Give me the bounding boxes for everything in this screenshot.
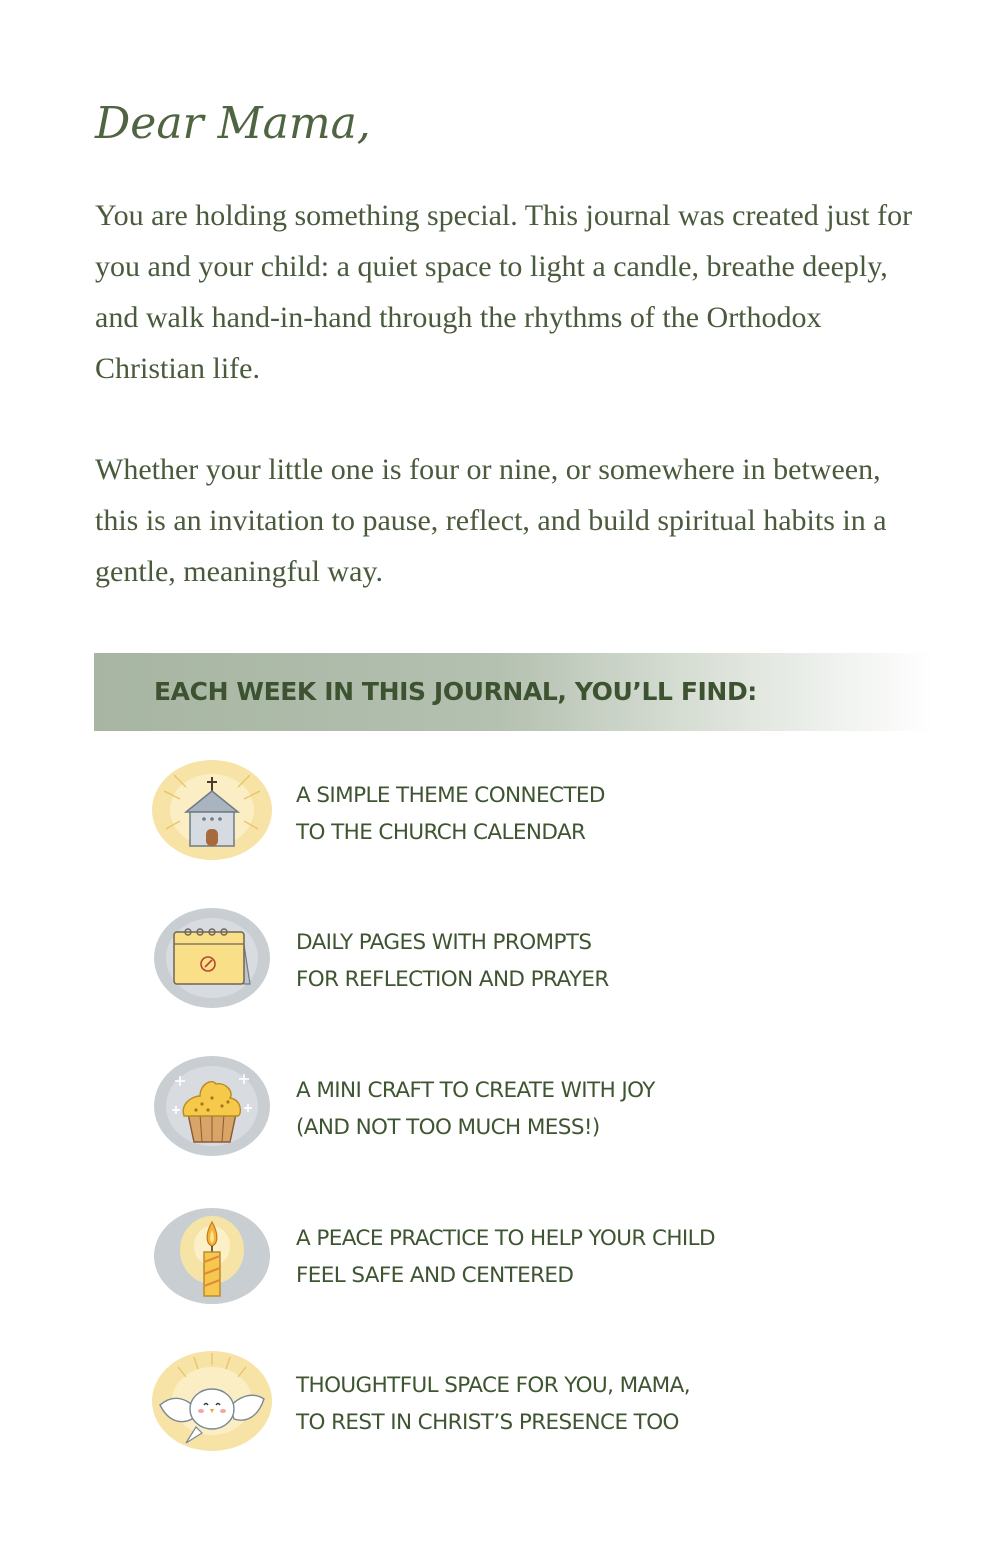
feature-text <box>296 1220 856 1294</box>
feature-line: FOR REFLECTION AND PRAYER <box>296 967 609 992</box>
feature-line: FEEL SAFE AND CENTERED <box>296 1263 574 1288</box>
section-banner <box>94 653 935 731</box>
feature-line: DAILY PAGES WITH PROMPTS <box>296 930 592 955</box>
greeting: Dear Mama, <box>95 98 371 149</box>
feature-text <box>296 924 856 998</box>
feature-item <box>150 1347 870 1457</box>
section-heading: EACH WEEK IN THIS JOURNAL, YOU’LL FIND: <box>154 677 757 706</box>
feature-item <box>150 1200 870 1310</box>
feature-text <box>296 777 856 851</box>
calendar-icon <box>150 904 274 1010</box>
feature-line: A SIMPLE THEME CONNECTED <box>296 783 605 808</box>
feature-line: TO THE CHURCH CALENDAR <box>296 820 586 845</box>
church-icon <box>150 757 274 863</box>
feature-item <box>150 904 870 1014</box>
feature-item <box>150 1052 870 1162</box>
invitation-paragraph: Whether your little one is four or nine, or somewhere in between, this is an invitation to pause, reflect, and build spiritual habits in a gentle, meaningful way. <box>95 453 887 588</box>
intro-paragraph: You are holding something special. This journal was created just for you and your child: a quiet space to light a candle, breathe deeply, and walk hand-in-hand through the rhythms of the Orthodox Christian life. <box>95 199 913 385</box>
feature-text <box>296 1072 856 1146</box>
candle-icon <box>150 1200 274 1306</box>
dove-icon <box>150 1347 274 1453</box>
feature-line: THOUGHTFUL SPACE FOR YOU, MAMA, <box>296 1373 690 1398</box>
feature-line: A PEACE PRACTICE TO HELP YOUR CHILD <box>296 1226 715 1251</box>
feature-line: TO REST IN CHRIST’S PRESENCE TOO <box>296 1410 679 1435</box>
cupcake-icon <box>150 1052 274 1158</box>
feature-item <box>150 757 870 867</box>
feature-line: A MINI CRAFT TO CREATE WITH JOY <box>296 1078 655 1103</box>
feature-line: (AND NOT TOO MUCH MESS!) <box>296 1115 600 1140</box>
feature-text <box>296 1367 856 1441</box>
